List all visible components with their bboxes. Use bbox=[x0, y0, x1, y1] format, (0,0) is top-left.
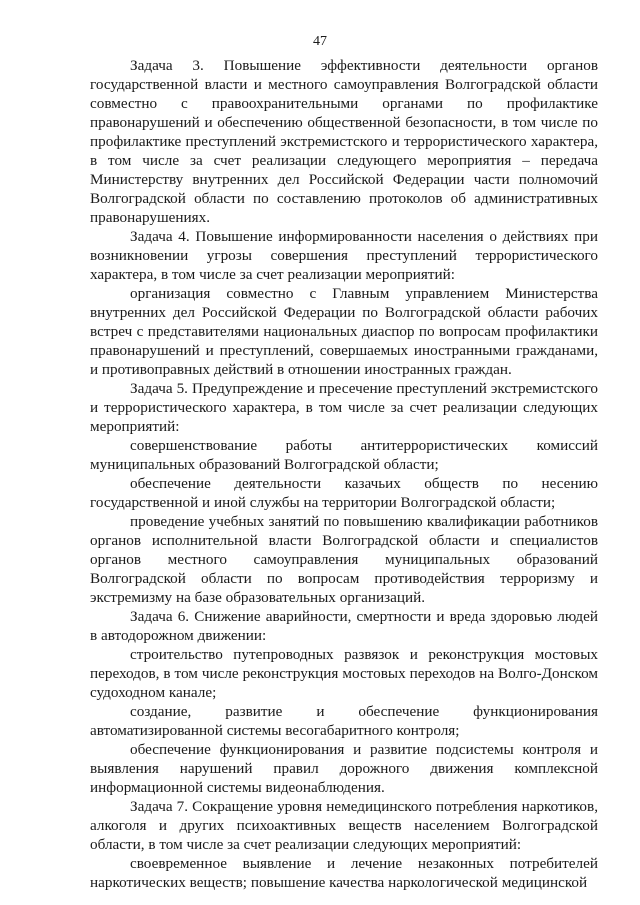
page-number: 47 bbox=[313, 34, 327, 49]
paragraph-task-6-measure-2: создание, развитие и обеспечение функционирования автоматизированной системы весогабаритного контроля; bbox=[90, 703, 598, 739]
paragraph-task-7-measure-1: своевременное выявление и лечение незаконных потребителей наркотических веществ; повышение качества наркологической медицинской bbox=[90, 855, 598, 891]
paragraph-task-5-measure-1: совершенствование работы антитеррористических комиссий муниципальных образований Волгоградской области; bbox=[90, 437, 598, 473]
paragraph-task-5-measure-2: обеспечение деятельности казачьих обществ по несению государственной и иной службы на территории Волгоградской области; bbox=[90, 475, 598, 511]
paragraph-task-4-measure: организация совместно с Главным управлением Министерства внутренних дел Российской Федерации по Волгоградской области рабочих встреч с представителями национальных диаспор по вопросам профилактики правонарушений и преступлений, совершаемых иностранными гражданами, и противоправных действий в отношении иностранных граждан. bbox=[90, 285, 598, 378]
document-body bbox=[90, 56, 598, 892]
paragraph-task-7: Задача 7. Сокращение уровня немедицинского потребления наркотиков, алкоголя и других психоактивных веществ населением Волгоградской области, в том числе за счет реализации следующих мероприятий: bbox=[90, 798, 598, 853]
paragraph-task-5-measure-3: проведение учебных занятий по повышению квалификации работников органов исполнительной власти Волгоградской области и специалистов органов местного самоуправления муниципальных образований Волгоградской области по вопросам противодействия терроризму и экстремизму на базе образовательных организаций. bbox=[90, 513, 598, 606]
paragraph-task-6: Задача 6. Снижение аварийности, смертности и вреда здоровью людей в автодорожном движении: bbox=[90, 608, 598, 644]
paragraph-task-6-measure-3: обеспечение функционирования и развитие подсистемы контроля и выявления нарушений правил дорожного движения комплексной информационной системы видеонаблюдения. bbox=[90, 741, 598, 796]
paragraph-task-6-measure-1: строительство путепроводных развязок и реконструкция мостовых переходов, в том числе реконструкция мостовых переходов на Волго-Донском судоходном канале; bbox=[90, 646, 598, 701]
paragraph-task-4: Задача 4. Повышение информированности населения о действиях при возникновении угрозы совершения преступлений террористического характера, в том числе за счет реализации мероприятий: bbox=[90, 228, 598, 283]
paragraph-task-5: Задача 5. Предупреждение и пресечение преступлений экстремистского и террористического характера, в том числе за счет реализации следующих мероприятий: bbox=[90, 380, 598, 435]
paragraph-task-3: Задача 3. Повышение эффективности деятельности органов государственной власти и местного самоуправления Волгоградской области совместно с правоохранительными органами по профилактике правонарушений и обеспечению общественной безопасности, в том числе по профилактике преступлений экстремистского и террористического характера, в том числе за счет реализации следующего мероприятия – передача Министерству внутренних дел Российской Федерации части полномочий Волгоградской области по составлению протоколов об административных правонарушениях. bbox=[90, 57, 598, 226]
